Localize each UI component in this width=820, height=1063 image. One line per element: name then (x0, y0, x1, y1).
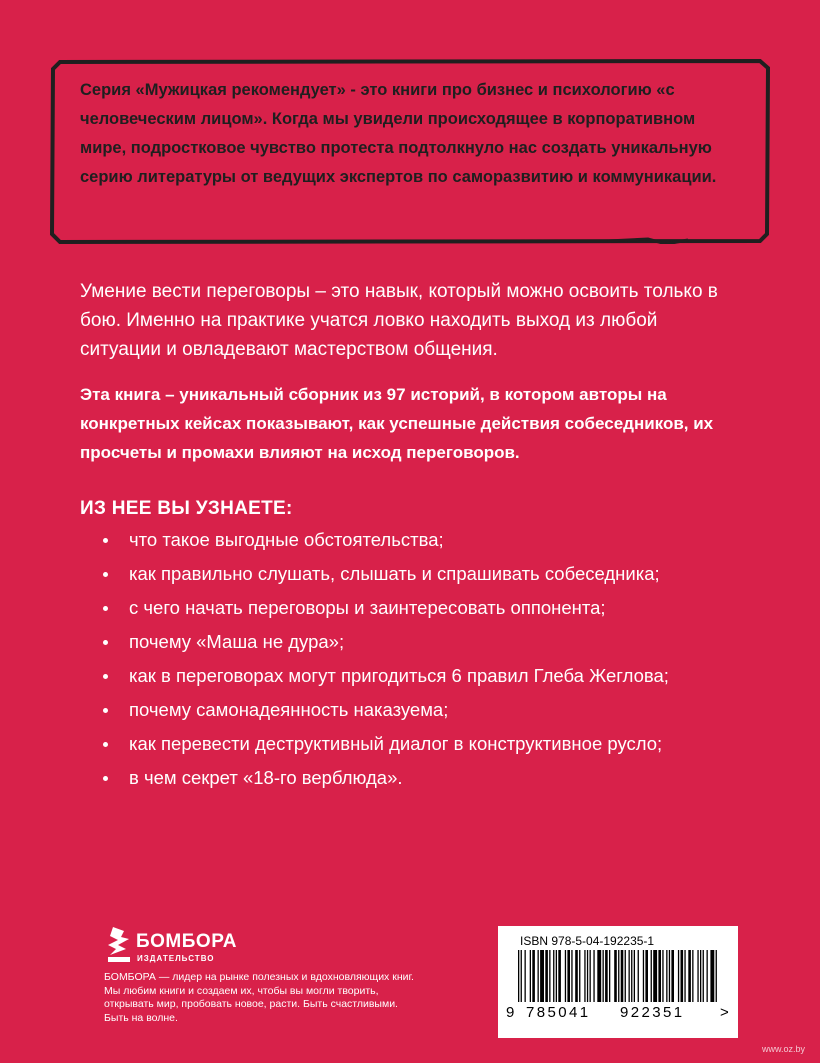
barcode-bar (525, 950, 526, 1002)
barcode (498, 926, 738, 1038)
barcode-bar (697, 950, 698, 1002)
list-item (103, 765, 743, 791)
barcode-bar (565, 950, 566, 1002)
list-item (103, 663, 743, 689)
list-item (103, 595, 743, 621)
barcode-bar (518, 950, 519, 1002)
barcode-bar (651, 950, 652, 1002)
barcode-bar (538, 950, 539, 1002)
bombora-logo-icon (104, 925, 134, 965)
barcode-bar (662, 950, 663, 1002)
barcode-bar (618, 950, 619, 1002)
barcode-bar (681, 950, 684, 1002)
barcode-bar (549, 950, 550, 1002)
barcode-bar (658, 950, 661, 1002)
barcode-bar (638, 950, 639, 1002)
barcode-bar (597, 950, 601, 1002)
list-item-text: в чем секрет «18-го верблюда». (129, 767, 403, 788)
barcode-bar (707, 950, 708, 1002)
barcode-bar (631, 950, 632, 1002)
barcode-bar (593, 950, 594, 1002)
barcode-bar (590, 950, 591, 1002)
list-item-text: как перевести деструктивный диалог в конструктивное русло; (129, 733, 663, 754)
barcode-digits-right: 922351 (620, 1004, 685, 1021)
isbn-label: ISBN 978-5-04-192235-1 (520, 934, 655, 948)
learn-list (103, 527, 743, 799)
list-item (103, 561, 743, 587)
publisher-logo (104, 925, 254, 969)
barcode-bar (700, 950, 701, 1002)
list-item-text: почему самонадеянность наказуема; (129, 699, 449, 720)
barcode-bar (567, 950, 570, 1002)
watermark: www.oz.by (762, 1044, 806, 1054)
list-item (103, 697, 743, 723)
barcode-bar (609, 950, 610, 1002)
paragraph-skill: Умение вести переговоры – это навык, который можно освоить только в бою. Именно на практике учатся ловко находить выход из любой ситуации и овладевают мастерством общения. (80, 281, 718, 360)
barcode-bar (556, 950, 557, 1002)
publisher-description: БОМБОРА — лидер на рынке полезных и вдохновляющих книг. Мы любим книги и создаем их, чтобы вы могли творить, открывать мир, пробовать новое, расти. Быть счастливыми. Быть на волне. (104, 971, 414, 1024)
barcode-bar (710, 950, 714, 1002)
barcode-bar (532, 950, 535, 1002)
barcode-bar (558, 950, 561, 1002)
barcode-bar (716, 950, 717, 1002)
barcode-bar (634, 950, 635, 1002)
barcode-bar (688, 950, 691, 1002)
barcode-bar (625, 950, 626, 1002)
list-item (103, 731, 743, 757)
barcode-bar (587, 950, 588, 1002)
barcode-bar (692, 950, 693, 1002)
learn-heading: ИЗ НЕЕ ВЫ УЗНАЕТЕ: (80, 498, 293, 519)
logo-subtitle: ИЗДАТЕЛЬСТВО (137, 954, 215, 963)
intro-text: Серия «Мужицкая рекомендует» - это книги про бизнес и психологию «с человеческим лицом». Когда мы увидели происходящее в корпоративном мире, подростковое чувство протеста подтолкнуло нас создать уникальную серию литературы от ведущих экспертов по саморазвитию и коммуникации. (80, 81, 717, 186)
barcode-bar (621, 950, 624, 1002)
barcode-bar (545, 950, 548, 1002)
barcode-bar (666, 950, 667, 1002)
barcode-digits-left: 785041 (526, 1004, 591, 1021)
list-item-text: почему «Маша не дура»; (129, 631, 345, 652)
barcode-bars (512, 950, 724, 1006)
list-item-text: что такое выгодные обстоятельства; (129, 529, 444, 550)
bullet-icon (103, 742, 108, 747)
logo-name: БОМБОРА (136, 931, 237, 952)
barcode-bar (678, 950, 679, 1002)
bullet-icon (103, 538, 108, 543)
barcode-bar (643, 950, 644, 1002)
barcode-bar (530, 950, 531, 1002)
list-item-text: как правильно слушать, слышать и спрашивать собеседника; (129, 563, 660, 584)
list-item (103, 527, 743, 553)
bullet-icon (103, 606, 108, 611)
barcode-bar (653, 950, 657, 1002)
barcode-bar (703, 950, 704, 1002)
bullet-icon (103, 776, 108, 781)
bullet-icon (103, 674, 108, 679)
barcode-bar (603, 950, 604, 1002)
bullet-icon (103, 708, 108, 713)
list-item-text: с чего начать переговоры и заинтересовать оппонента; (129, 597, 606, 618)
barcode-arrow: > (720, 1004, 729, 1021)
barcode-bar (575, 950, 578, 1002)
list-item (103, 629, 743, 655)
barcode-bar (540, 950, 544, 1002)
bullet-icon (103, 640, 108, 645)
paragraph-book: Эта книга – уникальный сборник из 97 историй, в котором авторы на конкретных кейсах показывают, как успешные действия собеседников, их просчеты и промахи влияют на исход переговоров. (80, 385, 714, 462)
barcode-bar (553, 950, 554, 1002)
barcode-bar (605, 950, 608, 1002)
barcode-bar (579, 950, 580, 1002)
barcode-digit-first: 9 (506, 1004, 515, 1021)
barcode-bar (645, 950, 648, 1002)
barcode-bar (614, 950, 617, 1002)
barcode-bar (584, 950, 585, 1002)
barcode-bar (669, 950, 670, 1002)
barcode-bar (521, 950, 522, 1002)
barcode-bar (671, 950, 674, 1002)
barcode-bar (571, 950, 572, 1002)
list-item-text: как в переговорах могут пригодиться 6 правил Глеба Жеглова; (129, 665, 669, 686)
bullet-icon (103, 572, 108, 577)
barcode-bar (684, 950, 685, 1002)
barcode-bar (629, 950, 630, 1002)
